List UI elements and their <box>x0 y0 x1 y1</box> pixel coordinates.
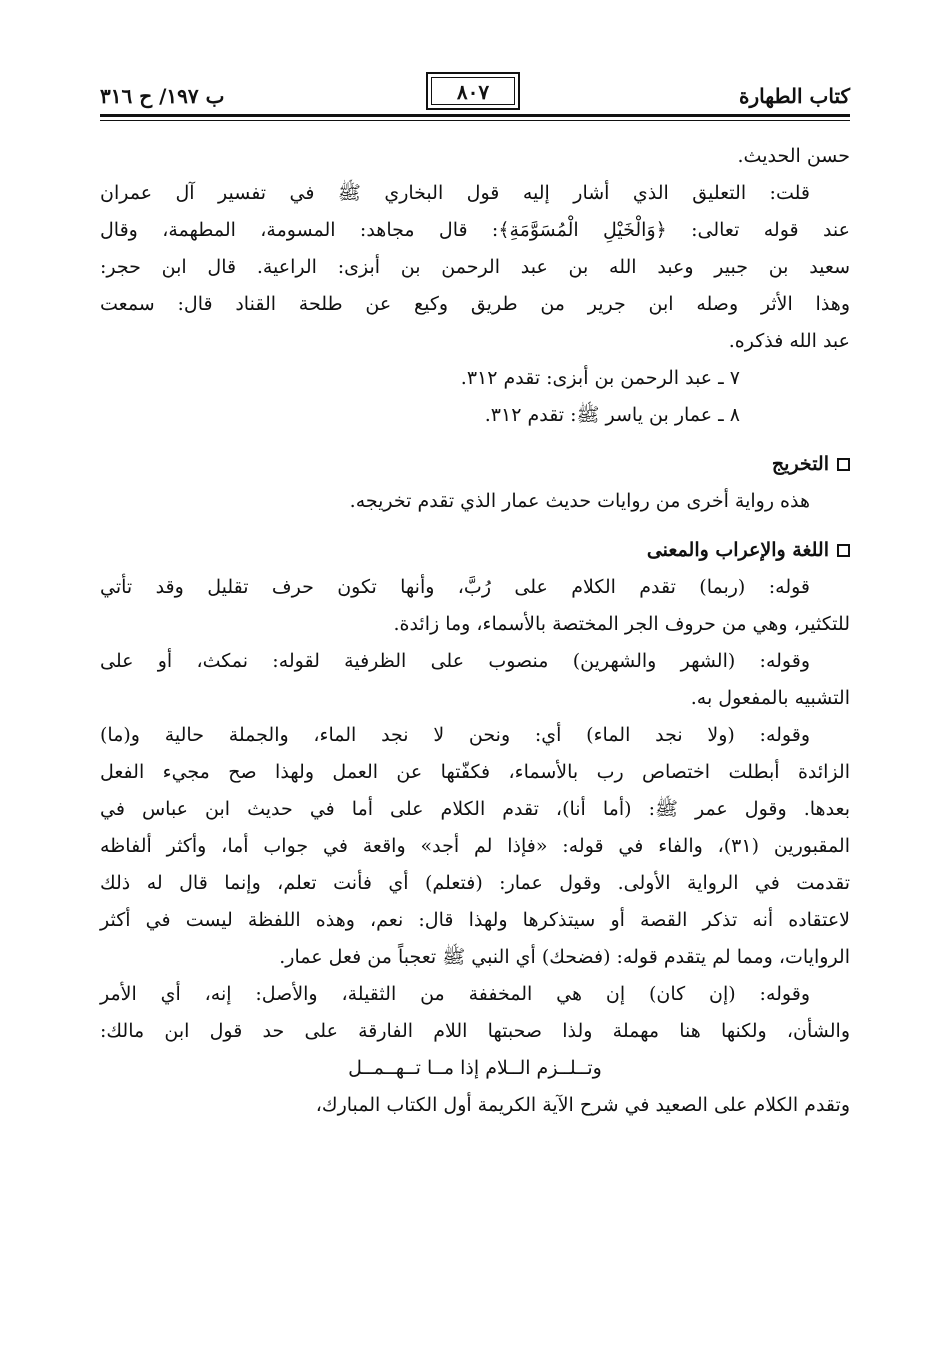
text-line: بعدها. وقول عمر ﷺ: (أما أنا)، تقدم الكلام على أما في حديث ابن عباس في <box>100 798 850 820</box>
text-line: قوله: (ربما) تقدم الكلام على رُبَّ، وأنها تكون حرف تقليل وقد تأتي <box>100 576 810 598</box>
text-line: عبد الله فذكره. <box>728 330 850 352</box>
square-bullet-icon <box>837 458 850 471</box>
text-line: وقوله: (الشهر والشهرين) منصوب على الظرفية لقوله: نمكث، أو على <box>100 650 810 672</box>
text-line: للتكثير، وهي من حروف الجر المختصة بالأسماء، وما زائدة. <box>393 613 850 635</box>
poetry-verse: وتــلــزم الــلام إذا مــا تــهــمــل <box>348 1057 602 1079</box>
chapter-reference: ب ١٩٧/ ح ٣١٦ <box>100 84 225 108</box>
narrator-item: ٨ ـ عمار بن ياسر ﷺ: تقدم ٣١٢. <box>484 404 740 426</box>
text-line: لاعتقاده أنه تذكر القصة أو سيتذكرها ولهذا قال: نعم، وهذه اللفظة ليست في أكثر <box>100 909 850 931</box>
page-header <box>100 70 850 114</box>
square-bullet-icon <box>837 544 850 557</box>
text-line: التشبيه بالمفعول به. <box>690 687 850 709</box>
page-number-frame <box>426 72 520 110</box>
text-line: وهذا الأثر وصله ابن جرير من طريق وكيع عن طلحة القناد قال: سمعت <box>100 293 850 315</box>
text-line: عند قوله تعالى: ﴿وَالْخَيْلِ الْمُسَوَّمَةِ﴾: قال مجاهد: المسومة، المطهمة، وقال <box>100 219 850 241</box>
text-line: سعيد بن جبير وعبد الله بن عبد الرحمن بن أبزى: الراعية. قال ابن حجر: <box>100 256 850 278</box>
page-number: ٨٠٧ <box>456 80 490 104</box>
book-title: كتاب الطهارة <box>739 84 850 108</box>
page-body <box>100 138 850 1124</box>
header-rule <box>100 114 850 117</box>
text-line: الروايات، ومما لم يتقدم قوله: (فضحك) أي النبي ﷺ تعجباً من فعل عمار. <box>279 946 850 968</box>
text-line: حسن الحديث. <box>737 145 850 167</box>
text-line: وقوله: (ولا نجد الماء) أي: ونحن لا نجد الماء، والجملة حالية و(ما) <box>100 724 810 746</box>
text-line: تقدمت في الرواية الأولى. وقول عمار: (فتعلم) أي فأنت تعلم، وإنما قال له ذلك <box>100 872 850 894</box>
text-line: هذه رواية أخرى من روايات حديث عمار الذي تقدم تخريجه. <box>349 490 810 512</box>
header-rule-thin <box>100 120 850 121</box>
text-line: والشأن، ولكنها هنا مهملة ولذا صحبتها اللام الفارقة على حد قول ابن مالك: <box>100 1020 850 1042</box>
section-heading-text: التخريج <box>771 453 829 475</box>
text-line: قلت: التعليق الذي أشار إليه قول البخاري ﷺ في تفسير آل عمران <box>100 182 810 204</box>
narrator-item: ٧ ـ عبد الرحمن بن أبزى: تقدم ٣١٢. <box>460 367 740 389</box>
section-heading-takhrij <box>100 446 850 483</box>
text-line: الزائدة أبطلت اختصاص رب بالأسماء، فكفّتها عن العمل ولهذا صح مجيء الفعل <box>100 761 850 783</box>
text-line: وقوله: (إن كان) إن هي المخففة من الثقيلة، والأصل: إنه، أي الأمر <box>100 983 810 1005</box>
text-line: المقبورين (٣١)، والفاء في قوله: «فإذا لم أجد» واقعة في جواب أما، وأكثر ألفاظه <box>100 835 850 857</box>
text-line: وتقدم الكلام على الصعيد في شرح الآية الكريمة أول الكتاب المبارك، <box>315 1094 850 1116</box>
section-heading-language <box>100 532 850 569</box>
section-heading-text: اللغة والإعراب والمعنى <box>646 539 829 561</box>
